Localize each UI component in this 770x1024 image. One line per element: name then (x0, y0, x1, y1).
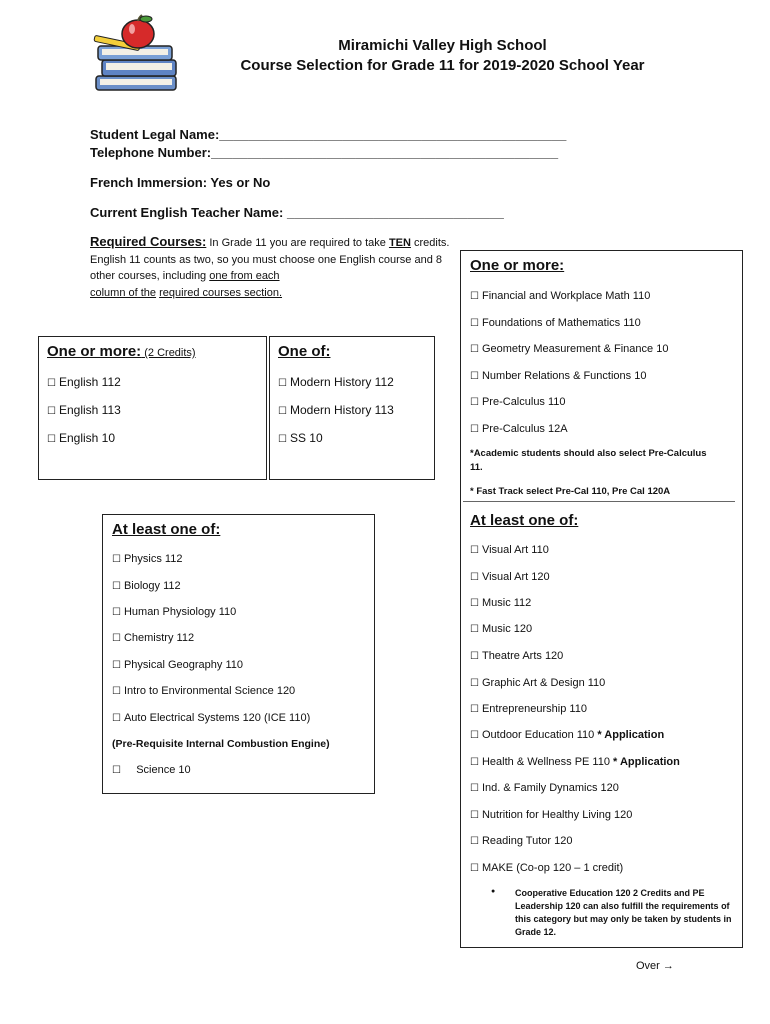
option-label: Financial and Workplace Math 110 (481, 290, 651, 302)
option-label: Music 112 (481, 597, 532, 609)
checkbox-icon[interactable]: ☐ (470, 757, 479, 768)
science-box-heading: At least one of: (112, 521, 221, 538)
option-label: Graphic Art & Design 110 (481, 677, 606, 689)
modern-history-113-option[interactable] (278, 403, 394, 417)
section-divider (463, 501, 735, 502)
required-intro: In Grade 11 you are required to take (206, 237, 389, 249)
checkbox-icon[interactable]: ☐ (470, 810, 479, 821)
arts-box-heading: At least one of: (470, 512, 579, 529)
checkbox-icon[interactable]: ☐ (470, 545, 479, 556)
checkbox-icon[interactable]: ☐ (278, 378, 287, 389)
science-option-physiology[interactable] (112, 606, 236, 618)
history-box-heading: One of: (278, 343, 331, 360)
english-box-heading (47, 343, 196, 360)
checkbox-icon[interactable]: ☐ (470, 371, 479, 382)
required-one-from-each: one from each (209, 270, 280, 282)
science-option-chemistry[interactable] (112, 632, 194, 644)
option-label: Reading Tutor 120 (481, 835, 573, 847)
science-option-auto-electrical[interactable] (112, 712, 310, 724)
option-label: Visual Art 110 (481, 544, 549, 556)
option-label: Modern History 113 (289, 403, 394, 417)
fast-track-note: * Fast Track select Pre-Cal 110, Pre Cal 120A (470, 486, 671, 497)
checkbox-icon[interactable]: ☐ (470, 598, 479, 609)
prereq-note: (Pre-Requisite Internal Combustion Engine) (112, 738, 330, 750)
checkbox-icon[interactable]: ☐ (470, 397, 479, 408)
science-option-science-10[interactable] (112, 764, 191, 776)
math-option-financial[interactable] (470, 290, 650, 302)
telephone-field[interactable]: Telephone Number:________________________________________________ (90, 145, 559, 160)
checkbox-icon[interactable]: ☐ (470, 624, 479, 635)
option-label: Pre-Calculus 110 (481, 396, 566, 408)
option-label: Pre-Calculus 12A (481, 423, 568, 435)
checkbox-icon[interactable]: ☐ (112, 765, 121, 776)
checkbox-icon[interactable]: ☐ (470, 651, 479, 662)
option-label: Biology 112 (123, 580, 181, 592)
french-immersion-field[interactable]: French Immersion: Yes or No (90, 175, 271, 190)
checkbox-icon[interactable]: ☐ (47, 434, 56, 445)
option-label: Chemistry 112 (123, 632, 195, 644)
arts-option-visual-art-120[interactable] (470, 571, 550, 583)
english-credits-note: (2 Credits) (141, 347, 196, 359)
option-label: Auto Electrical Systems 120 (ICE 110) (123, 712, 311, 724)
required-column: column of the (90, 286, 157, 299)
math-option-foundations[interactable] (470, 317, 641, 329)
application-tag: * Application (597, 729, 665, 741)
history-box (269, 336, 435, 480)
checkbox-icon[interactable]: ☐ (470, 783, 479, 794)
option-label: Theatre Arts 120 (481, 650, 564, 662)
over-link[interactable]: Over → (636, 960, 674, 972)
arts-option-music-112[interactable] (470, 597, 531, 609)
math-option-number-relations[interactable] (470, 370, 646, 382)
option-label: Health & Wellness PE 110 (481, 756, 614, 768)
science-option-biology[interactable] (112, 580, 181, 592)
arts-option-graphic-art[interactable] (470, 677, 605, 689)
option-label: Human Physiology 110 (123, 606, 237, 618)
english-112-option[interactable] (47, 375, 121, 389)
checkbox-icon[interactable]: ☐ (112, 686, 121, 697)
option-label: Ind. & Family Dynamics 120 (481, 782, 619, 794)
checkbox-icon[interactable]: ☐ (47, 378, 56, 389)
arts-option-family-dynamics[interactable] (470, 782, 619, 794)
checkbox-icon[interactable]: ☐ (470, 424, 479, 435)
bullet-icon: ● (491, 888, 496, 895)
science-box (102, 514, 375, 794)
checkbox-icon[interactable]: ☐ (112, 633, 121, 644)
required-courses-text (90, 234, 450, 301)
option-label: Modern History 112 (289, 375, 394, 389)
school-name: Miramichi Valley High School (338, 37, 547, 54)
checkbox-icon[interactable]: ☐ (470, 318, 479, 329)
option-label: Physics 112 (123, 553, 183, 565)
science-option-environmental[interactable] (112, 685, 295, 697)
option-label: Number Relations & Functions 10 (481, 370, 647, 382)
option-label: Visual Art 120 (481, 571, 550, 583)
math-arts-box (460, 250, 743, 948)
english-10-option[interactable] (47, 431, 115, 445)
required-section: required courses section. (159, 286, 283, 299)
option-label: SS 10 (289, 431, 323, 445)
math-box-heading: One or more: (470, 257, 565, 274)
required-body: credits. English 11 counts as two, so you must choose one English course and 8 other courses, including (90, 237, 450, 282)
option-label: English 113 (58, 403, 121, 417)
checkbox-icon[interactable]: ☐ (112, 607, 121, 618)
checkbox-icon[interactable]: ☐ (47, 406, 56, 417)
academic-note: *Academic students should also select Pre-Calculus 11. (470, 448, 707, 473)
option-label: Music 120 (481, 623, 533, 635)
arts-option-theatre[interactable] (470, 650, 563, 662)
checkbox-icon[interactable]: ☐ (112, 581, 121, 592)
checkbox-icon[interactable]: ☐ (470, 704, 479, 715)
required-heading: Required Courses: (90, 234, 207, 249)
page-subtitle: Course Selection for Grade 11 for 2019-2020 School Year (240, 57, 645, 74)
checkbox-icon[interactable]: ☐ (112, 554, 121, 565)
option-label: Physical Geography 110 (123, 659, 244, 671)
arts-option-entrepreneurship[interactable] (470, 703, 587, 715)
option-label: English 112 (58, 375, 121, 389)
checkbox-icon[interactable]: ☐ (470, 730, 479, 741)
checkbox-icon[interactable]: ☐ (470, 863, 479, 874)
english-heading-text: One or more: (47, 343, 142, 360)
english-teacher-field[interactable]: Current English Teacher Name: ______________________________ (90, 205, 504, 220)
arts-option-outdoor-ed[interactable] (470, 729, 664, 741)
application-tag: * Application (613, 756, 680, 768)
arts-option-visual-art-110[interactable] (470, 544, 549, 556)
checkbox-icon[interactable]: ☐ (112, 660, 121, 671)
english-box (38, 336, 267, 480)
option-label: Outdoor Education 110 (481, 729, 598, 741)
math-option-precalc-12a[interactable] (470, 423, 568, 435)
option-label: Intro to Environmental Science 120 (123, 685, 296, 697)
option-label: MAKE (Co-op 120 – 1 credit) (481, 862, 624, 874)
math-option-precalc-110[interactable] (470, 396, 566, 408)
checkbox-icon[interactable]: ☐ (278, 434, 287, 445)
checkbox-icon[interactable]: ☐ (470, 678, 479, 689)
arts-option-reading-tutor[interactable] (470, 835, 572, 847)
ss-10-option[interactable] (278, 431, 323, 445)
science-option-geography[interactable] (112, 659, 243, 671)
checkbox-icon[interactable]: ☐ (470, 344, 479, 355)
checkbox-icon[interactable]: ☐ (112, 713, 121, 724)
arts-option-make-coop[interactable] (470, 862, 623, 874)
required-ten: TEN (388, 237, 411, 249)
arts-option-music-120[interactable] (470, 623, 532, 635)
option-label: Foundations of Mathematics 110 (481, 317, 641, 329)
apple-books-icon (92, 14, 184, 94)
checkbox-icon[interactable]: ☐ (278, 406, 287, 417)
english-113-option[interactable] (47, 403, 121, 417)
modern-history-112-option[interactable] (278, 375, 394, 389)
arts-option-nutrition[interactable] (470, 809, 632, 821)
checkbox-icon[interactable]: ☐ (470, 291, 479, 302)
option-label: Entrepreneurship 110 (481, 703, 587, 715)
math-option-geometry[interactable] (470, 343, 668, 355)
science-option-physics[interactable] (112, 553, 182, 565)
checkbox-icon[interactable]: ☐ (470, 836, 479, 847)
option-label: Nutrition for Healthy Living 120 (481, 809, 633, 821)
option-label: English 10 (58, 431, 116, 445)
legal-name-field[interactable]: Student Legal Name:________________________________________________ (90, 127, 567, 142)
option-label: Geometry Measurement & Finance 10 (481, 343, 669, 355)
arts-option-health-wellness[interactable] (470, 756, 680, 768)
coop-note: Cooperative Education 120 2 Credits and PE Leadership 120 can also fulfill the requirements of this category but may only be taken by students in Grade 12. (515, 888, 732, 937)
option-label: Science 10 (136, 764, 191, 776)
checkbox-icon[interactable]: ☐ (470, 572, 479, 583)
